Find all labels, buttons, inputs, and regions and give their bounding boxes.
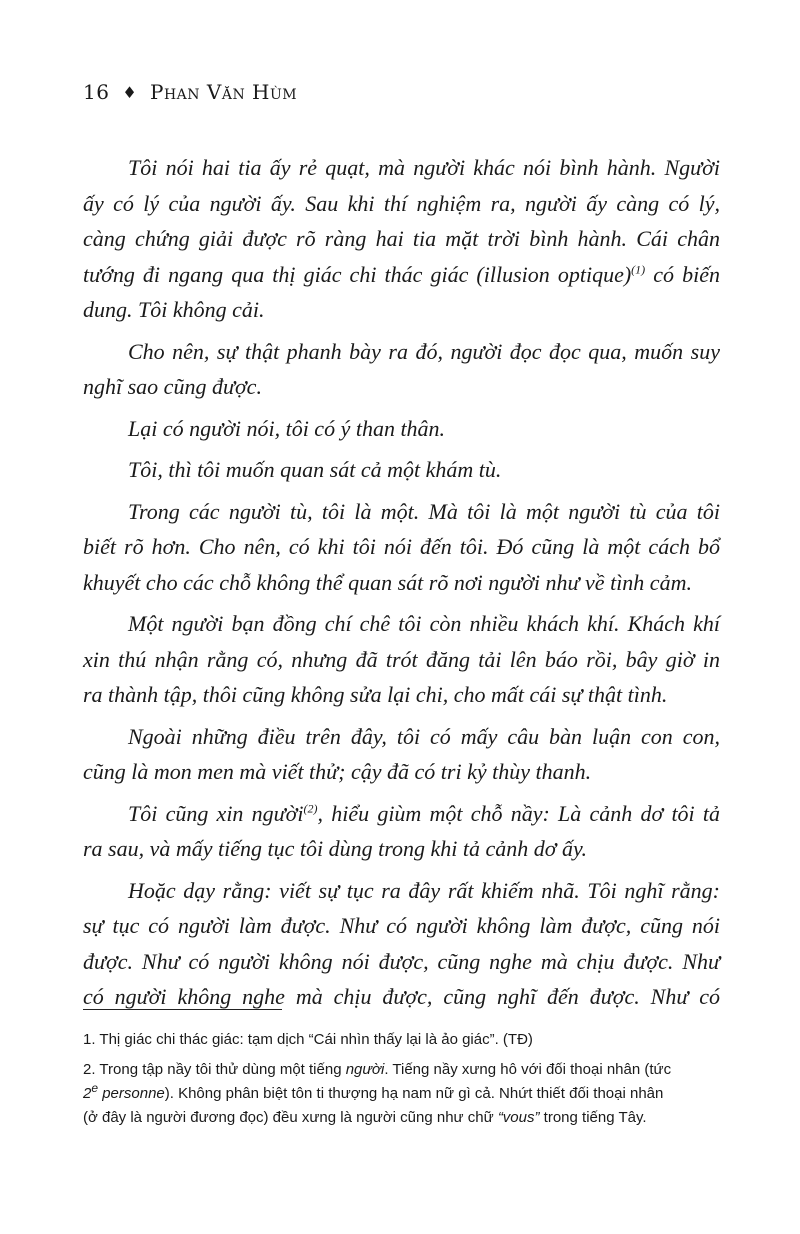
text-line: Hoặc dạy rằng: viết sự tục ra đây rất khiếm nhã. Tôi nghĩ rằng:: [128, 877, 720, 903]
text-line: khuyết cho các chỗ không thể quan sát rõ nơi người như về tình cảm.: [83, 569, 692, 595]
footnote-line: 1. Thị giác chi thác giác: tạm dịch “Cái nhìn thấy lại là ảo giác”. (TĐ): [83, 1031, 533, 1048]
paragraph: [83, 150, 720, 328]
text-line: ra thành tập, thôi cũng không sửa lại chi, cho mất cái sự thật tình.: [83, 682, 668, 707]
text-line: nghĩ sao cũng được.: [83, 374, 262, 399]
text-line: Một người bạn đồng chí chê tôi còn nhiều khách khí. Khách khí: [128, 611, 720, 636]
text-line: biết rõ hơn. Cho nên, có khi tôi nói đến tôi. Đó cũng là một cách bổ: [83, 534, 720, 559]
text-line: Tôi, thì tôi muốn quan sát cả một khám tù.: [128, 457, 502, 482]
text-line: tướng đi ngang qua thị giác chi thác giác (illusion optique)$^{(1)}$ có biến: [83, 261, 720, 287]
footnote-line: (ở đây là người đương đọc) đều xưng là người cũng như chữ “vous” trong tiếng Tây.: [83, 1109, 647, 1126]
paragraph: [83, 606, 720, 713]
paragraph: [83, 334, 720, 405]
footnote-line: 2. Trong tập nầy tôi thử dùng một tiếng người. Tiếng nầy xưng hô với đối thoại nhân (tức: [83, 1061, 672, 1078]
footnote-1: [83, 1028, 723, 1052]
text-line: Cho nên, sự thật phanh bày ra đó, người đọc đọc qua, muốn suy: [128, 338, 720, 364]
text-line: Ngoài những điều trên đây, tôi có mấy câu bàn luận con con,: [128, 723, 720, 749]
body-text: [83, 150, 720, 1015]
text-line: Lại có người nói, tôi có ý than thân.: [128, 415, 446, 441]
text-line: Trong các người tù, tôi là một. Mà tôi là một người tù của tôi: [128, 498, 720, 524]
text-line: ấy có lý của người ấy. Sau khi thí nghiệm ra, người ấy càng có lý,: [83, 190, 720, 216]
paragraph: [83, 719, 720, 790]
paragraph: [83, 494, 720, 601]
text-line: xin thú nhận rằng có, nhưng đã trót đăng tải lên báo rồi, bây giờ in: [83, 646, 720, 672]
text-line: ra sau, và mấy tiếng tục tôi dùng trong khi tả cảnh dơ ấy.: [83, 836, 588, 861]
text-line: có người không nghe mà chịu được, cũng nghĩ đến được. Như có: [83, 984, 720, 1009]
paragraph: [83, 411, 720, 447]
footnotes: [83, 1028, 723, 1136]
running-header: [83, 80, 297, 104]
page-number: 16: [83, 80, 110, 104]
paragraph: [83, 452, 720, 488]
diamond-separator-icon: ♦: [122, 83, 138, 102]
text-line: dung. Tôi không cải.: [83, 297, 265, 322]
text-line: sự tục có người làm được. Như có người không làm được, cũng nói: [83, 913, 720, 938]
text-line: Tôi cũng xin người$^{(2)}$, hiểu giùm một chỗ nầy: Là cảnh dơ tôi tả: [128, 800, 720, 826]
footnote-2: [83, 1058, 723, 1130]
text-line: càng chứng giải được rõ ràng hai tia mặt trời bình hành. Cái chân: [83, 226, 720, 251]
footnote-line: 2e personne). Không phân biệt tôn ti thượng hạ nam nữ gì cả. Nhứt thiết đối thoại nhân: [83, 1081, 664, 1102]
text-line: cũng là mon men mà viết thử; cậy đã có tri kỷ thùy thanh.: [83, 759, 592, 784]
footnote-divider: [83, 1009, 282, 1010]
text-line: được. Như có người không nói được, cũng nghe mà chịu được. Như: [83, 948, 720, 974]
author-name: Phan Văn Hùm: [150, 80, 298, 104]
paragraph: [83, 873, 720, 1015]
paragraph: [83, 796, 720, 867]
text-line: Tôi nói hai tia ấy rẻ quạt, mà người khác nói bình hành. Người: [128, 155, 720, 180]
